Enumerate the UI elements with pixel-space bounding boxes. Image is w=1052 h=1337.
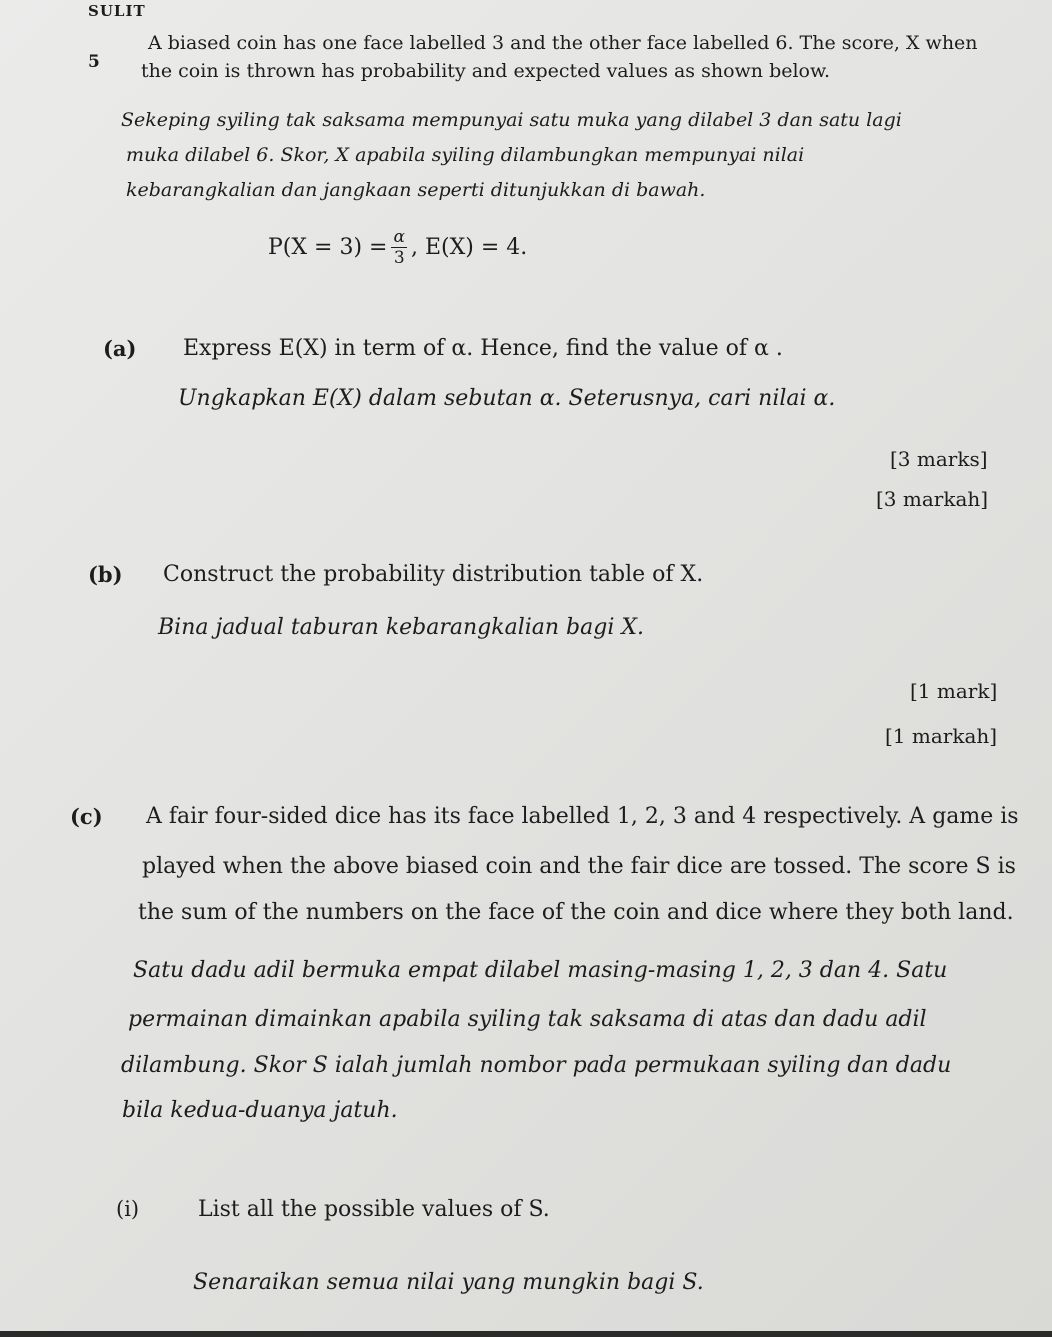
formula-lhs: P(X = 3) =	[268, 235, 388, 261]
question-number: 5	[88, 52, 100, 72]
part-a-english: Express E(X) in term of α. Hence, find the value of α .	[183, 336, 783, 361]
part-c-i-english: List all the possible values of S.	[198, 1197, 550, 1222]
formula-denominator: 3	[393, 247, 405, 268]
part-c-english-1: A fair four-sided dice has its face labelled 1, 2, 3 and 4 respectively. A game is	[146, 804, 1019, 829]
part-b-marks-ms: [1 markah]	[885, 724, 998, 748]
intro-en-line-1: A biased coin has one face labelled 3 and the other face labelled 6. The score, X when	[148, 32, 978, 54]
bottom-shadow	[0, 1331, 1052, 1337]
part-a-malay: Ungkapkan E(X) dalam sebutan α. Seterusnya, cari nilai α.	[178, 386, 836, 411]
part-b-malay: Bina jadual taburan kebarangkalian bagi X.	[158, 615, 645, 640]
part-c-i-malay: Senaraikan semua nilai yang mungkin bagi S.	[193, 1270, 704, 1295]
part-c-label: (c)	[70, 804, 103, 829]
formula-rhs: , E(X) = 4.	[410, 235, 528, 261]
intro-ms-line-3: kebarangkalian dan jangkaan seperti ditunjukkan di bawah.	[126, 179, 706, 201]
intro-ms-line-1: Sekeping syiling tak saksama mempunyai satu muka yang dilabel 3 dan satu lagi	[121, 109, 902, 131]
part-c-english-3: the sum of the numbers on the face of the coin and dice where they both land.	[138, 900, 1014, 925]
part-b-label: (b)	[88, 562, 123, 587]
part-a-label: (a)	[103, 336, 137, 361]
part-c-malay-2: permainan dimainkan apabila syiling tak saksama di atas dan dadu adil	[128, 1007, 927, 1032]
part-c-malay-1: Satu dadu adil bermuka empat dilabel masing-masing 1, 2, 3 dan 4. Satu	[133, 958, 948, 983]
part-b-english: Construct the probability distribution table of X.	[163, 562, 704, 587]
intro-ms-line-2: muka dilabel 6. Skor, X apabila syiling dilambungkan mempunyai nilai	[126, 144, 805, 166]
intro-en-line-2: the coin is thrown has probability and expected values as shown below.	[141, 60, 831, 82]
page-header: SULIT	[88, 2, 146, 20]
probability-formula	[268, 228, 527, 268]
part-a-marks-en: [3 marks]	[890, 447, 988, 471]
part-c-malay-3: dilambung. Skor S ialah jumlah nombor pada permukaan syiling dan dadu	[121, 1053, 952, 1078]
part-b-marks-en: [1 mark]	[910, 679, 998, 703]
formula-numerator: α	[393, 227, 405, 247]
part-c-malay-4: bila kedua-duanya jatuh.	[122, 1098, 398, 1123]
part-c-english-2: played when the above biased coin and the fair dice are tossed. The score S is	[142, 854, 1016, 879]
part-a-marks-ms: [3 markah]	[876, 487, 989, 511]
formula-fraction	[391, 228, 406, 268]
part-c-i-label: (i)	[116, 1197, 140, 1221]
